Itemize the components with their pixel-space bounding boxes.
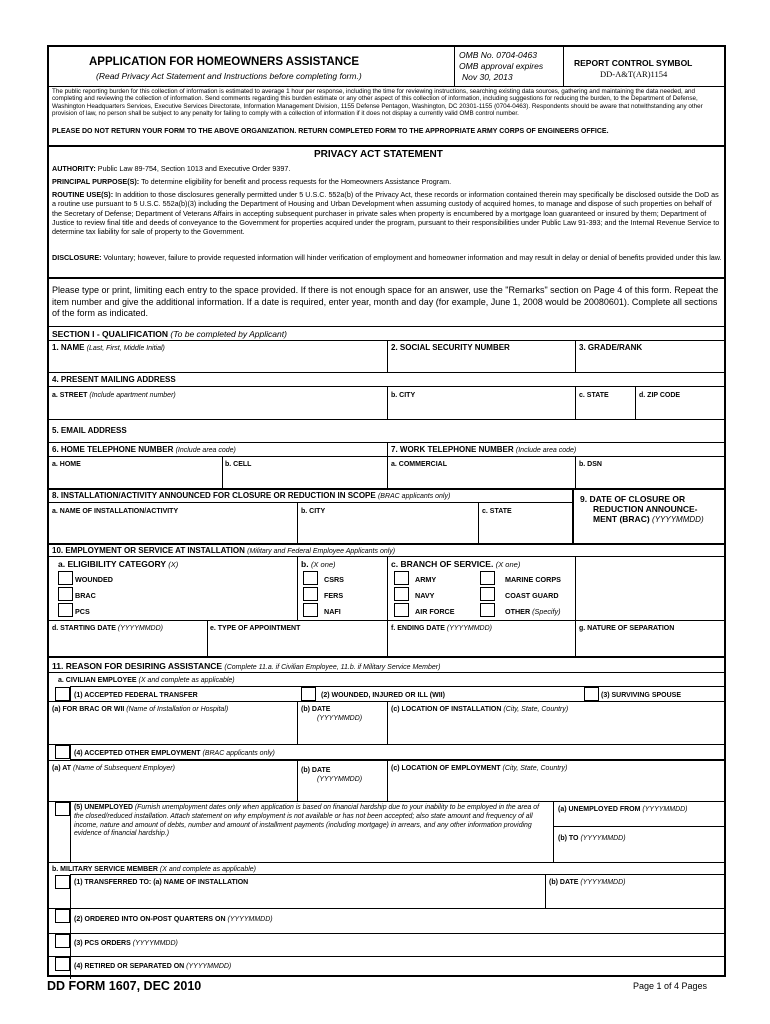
army-checkbox[interactable] xyxy=(394,571,409,585)
air-force-label: AIR FORCE xyxy=(415,607,455,616)
navy-checkbox[interactable] xyxy=(394,587,409,601)
home-label: a. HOME xyxy=(52,461,81,468)
transferred-date-label: (b) DATE (YYYYMMDD) xyxy=(549,879,626,886)
grade-rank-label: 3. GRADE/RANK xyxy=(579,343,643,352)
cell-label: b. CELL xyxy=(225,461,252,468)
nafi-checkbox[interactable] xyxy=(303,603,318,617)
eligibility-category-label: a. ELIGIBILITY CATEGORY (X) xyxy=(58,559,179,569)
federal-transfer-label: (1) ACCEPTED FEDERAL TRANSFER xyxy=(74,692,198,699)
burden-statement: The public reporting burden for this collection of information is estimated to average 1 hour per response, including the time for reviewing instructions, searching existing data sources, gathering and maintaining the data needed, and completing and reviewing the collection of information. Send comments regarding this burden estimate or any other aspect of this collection of information, including suggestions for reducing the burden, to the Department of Defense, Washington Headquarters Services, Executive Services Directorate, Information Management Division, 1155 Defense Pentagon, Washington, DC 20301-1155 (0704-0463). Respondents should be aware that notwithstanding any other provision of law, no person shall be subject to any penalty for failing to comply with a collection of information if it does not display a currently valid OMB control number. xyxy=(52,88,703,117)
state-label: c. STATE xyxy=(579,392,609,399)
surviving-spouse-label: (3) SURVIVING SPOUSE xyxy=(601,692,682,699)
form-page xyxy=(47,45,726,977)
unemployed-from-label: (a) UNEMPLOYED FROM (YYYYMMDD) xyxy=(558,806,688,813)
pcs-orders-label: (3) PCS ORDERS (YYYYMMDD) xyxy=(74,940,178,947)
appointment-type-label: e. TYPE OF APPOINTMENT xyxy=(210,625,301,632)
brac-checkbox[interactable] xyxy=(58,587,73,601)
on-post-quarters-label: (2) ORDERED INTO ON-POST QUARTERS ON (YYYYMMDD) xyxy=(74,916,273,923)
air-force-checkbox[interactable] xyxy=(394,603,409,617)
privacy-authority: AUTHORITY: Public Law 89-754, Section 1013 and Executive Order 9397. xyxy=(52,164,291,173)
marine-corps-label: MARINE CORPS xyxy=(505,575,561,584)
mailing-address-label: 4. PRESENT MAILING ADDRESS xyxy=(52,375,176,384)
transfer-date-label: (b) DATE xyxy=(301,706,331,713)
employment-date-label: (b) DATE xyxy=(301,767,331,774)
ssn-label: 2. SOCIAL SECURITY NUMBER xyxy=(391,343,510,352)
pcs-checkbox[interactable] xyxy=(58,603,73,617)
federal-transfer-checkbox[interactable] xyxy=(55,687,70,701)
transfer-date-format: (YYYYMMDD) xyxy=(317,715,363,722)
other-employment-checkbox[interactable] xyxy=(55,745,70,759)
unemployed-instructions: (5) UNEMPLOYED (Furnish unemployment dates only when application is based on financial hardship due to your inability to be employed in the area of the closed/reduced installation. Attach statement on why employment is not available or has not been accepted; also state amount and frequency of all income, nature and amount of debts, number and amount of installment payments (including mortgage) in arrears, and any other information providing evidence of financial hardship.) xyxy=(74,804,540,838)
pcs-label: PCS xyxy=(75,607,90,616)
form-number: DD FORM 1607, DEC 2010 xyxy=(47,979,202,993)
privacy-routine-use: ROUTINE USE(S): In addition to those disclosures generally permitted under 5 U.S.C. 552a(b) of the Privacy Act, these records or information contained therein may specifically be disclosed outside the DoD as a routine use pursuant to 5 U.S.C. 552a(b)(3) including the Department of Housing and Urban Development when assuming custody of acquired homes, to manage and dispose of such properties on behalf of the Secretary of Defense; Department of Veterans Affairs in accepting subsequent purchaser in private sales when property is encumbered by a mortgage loan guaranteed or insured by them; Department of Justice to review final title and deeds of conveyance to the Government for properties acquired under the program, pursuant to their responsibilities under Public Law 91-393; and the Internal Revenue Service to determine tax liability for sale of property to the Government. xyxy=(52,190,720,237)
reason-label: 11. REASON FOR DESIRING ASSISTANCE (Complete 11.a. if Civilian Employee, 11.b. if Military Service Member) xyxy=(52,661,441,671)
wii-label: (2) WOUNDED, INJURED OR ILL (WII) xyxy=(321,692,445,699)
omb-date: Nov 30, 2013 xyxy=(462,72,513,82)
commercial-label: a. COMMERCIAL xyxy=(391,461,447,468)
fers-checkbox[interactable] xyxy=(303,587,318,601)
privacy-purpose: PRINCIPAL PURPOSE(S): To determine eligibility for benefit and process requests for the Homeowners Assistance Program. xyxy=(52,177,452,186)
transferred-installation-label: (1) TRANSFERRED TO: (a) NAME OF INSTALLATION xyxy=(74,879,249,886)
closure-date-label-1: 9. DATE OF CLOSURE OR xyxy=(580,494,686,504)
omb-number: OMB No. 0704-0463 xyxy=(459,50,537,60)
branch-label: c. BRANCH OF SERVICE. (X one) xyxy=(391,559,521,569)
employment-location-label: (c) LOCATION OF EMPLOYMENT (City, State, Country) xyxy=(391,765,568,772)
wounded-checkbox[interactable] xyxy=(58,571,73,585)
city-field[interactable] xyxy=(388,387,575,419)
employment-type-label: b. (X one) xyxy=(301,559,336,569)
installation-city-label: b. CITY xyxy=(301,508,326,515)
name-label: 1. NAME (Last, First, Middle Initial) xyxy=(52,343,165,352)
brac-wii-installation-label: (a) FOR BRAC OR WII (Name of Installation or Hospital) xyxy=(52,706,229,713)
ending-date-label: f. ENDING DATE (YYYYMMDD) xyxy=(391,625,493,632)
brac-label: BRAC xyxy=(75,591,96,600)
unemployed-to-label: (b) TO (YYYYMMDD) xyxy=(558,835,626,842)
email-label: 5. EMAIL ADDRESS xyxy=(52,426,127,435)
dsn-label: b. DSN xyxy=(579,461,602,468)
email-field[interactable] xyxy=(49,420,726,442)
zip-label: d. ZIP CODE xyxy=(639,392,681,399)
installation-closure-label: 8. INSTALLATION/ACTIVITY ANNOUNCED FOR CLOSURE OR REDUCTION IN SCOPE (BRAC applicants only) xyxy=(52,491,451,500)
csrs-label: CSRS xyxy=(324,575,344,584)
privacy-disclosure: DISCLOSURE: Voluntary; however, failure to provide requested information will hinder verification of employment and homeowner information and may result in delay or denial of benefits provided under this law. xyxy=(52,253,722,262)
other-employment-label: (4) ACCEPTED OTHER EMPLOYMENT (BRAC applicants only) xyxy=(74,750,275,757)
street-label: a. STREET (Include apartment number) xyxy=(52,392,176,399)
pcs-orders-checkbox[interactable] xyxy=(55,934,70,948)
civilian-employee-label: a. CIVILIAN EMPLOYEE (X and complete as applicable) xyxy=(58,677,235,684)
form-subtitle: (Read Privacy Act Statement and Instructions before completing form.) xyxy=(96,71,362,81)
page-number: Page 1 of 4 Pages xyxy=(633,981,708,991)
unemployed-checkbox[interactable] xyxy=(55,802,70,816)
unemployed-to-field[interactable] xyxy=(554,827,726,862)
other-branch-label: OTHER (Specify) xyxy=(505,607,561,616)
installation-state-label: c. STATE xyxy=(482,508,512,515)
surviving-spouse-checkbox[interactable] xyxy=(584,687,599,701)
marine-corps-checkbox[interactable] xyxy=(480,571,495,585)
navy-label: NAVY xyxy=(415,591,435,600)
installation-name-label: a. NAME OF INSTALLATION/ACTIVITY xyxy=(52,508,179,515)
work-phone-label: 7. WORK TELEPHONE NUMBER (Include area code) xyxy=(391,445,577,454)
report-control-value: DD-A&T(AR)1154 xyxy=(600,69,668,79)
starting-date-label: d. STARTING DATE (YYYYMMDD) xyxy=(52,625,163,632)
return-warning: PLEASE DO NOT RETURN YOUR FORM TO THE ABOVE ORGANIZATION. RETURN COMPLETED FORM TO THE APPROPRIATE ARMY CORPS OF ENGINEERS OFFICE. xyxy=(52,128,609,135)
military-member-label: b. MILITARY SERVICE MEMBER (X and complete as applicable) xyxy=(52,866,256,873)
closure-date-label-3: MENT (BRAC) (YYYYMMDD) xyxy=(593,514,704,524)
on-post-quarters-checkbox[interactable] xyxy=(55,909,70,923)
army-label: ARMY xyxy=(415,575,437,584)
nafi-label: NAFI xyxy=(324,607,341,616)
home-phone-label: 6. HOME TELEPHONE NUMBER (Include area code) xyxy=(52,445,236,454)
retired-separated-label: (4) RETIRED OR SEPARATED ON (YYYYMMDD) xyxy=(74,963,232,970)
employment-date-format: (YYYYMMDD) xyxy=(317,776,363,783)
omb-approval: OMB approval expires xyxy=(459,61,544,71)
wounded-label: WOUNDED xyxy=(75,575,113,584)
other-branch-checkbox[interactable] xyxy=(480,603,495,617)
subsequent-employer-label: (a) AT (Name of Subsequent Employer) xyxy=(52,765,175,772)
coast-guard-label: COAST GUARD xyxy=(505,591,559,600)
employment-label: 10. EMPLOYMENT OR SERVICE AT INSTALLATION (Military and Federal Employee Applicants only) xyxy=(52,546,396,555)
fers-label: FERS xyxy=(324,591,344,600)
city-label: b. CITY xyxy=(391,392,416,399)
transferred-checkbox[interactable] xyxy=(55,875,70,889)
retired-separated-checkbox[interactable] xyxy=(55,957,70,971)
csrs-checkbox[interactable] xyxy=(303,571,318,585)
report-control-label: REPORT CONTROL SYMBOL xyxy=(574,58,693,68)
privacy-title: PRIVACY ACT STATEMENT xyxy=(314,149,443,160)
closure-date-label-2: REDUCTION ANNOUNCE- xyxy=(593,504,698,514)
form-title: APPLICATION FOR HOMEOWNERS ASSISTANCE xyxy=(89,56,360,68)
separation-nature-label: g. NATURE OF SEPARATION xyxy=(579,625,675,632)
instructions: Please type or print, limiting each entry to the space provided. If there is not enough space for an answer, use the "Remarks" section on Page 4 of this form. Repeat the item number and give the additional information. If a date is required, enter year, month and day (for example, June 1, 2008 would be 20080601). Complete all sections of the form as indicated. xyxy=(52,285,719,318)
section-1-title: SECTION I - QUALIFICATION (To be completed by Applicant) xyxy=(52,329,287,339)
coast-guard-checkbox[interactable] xyxy=(480,587,495,601)
installation-location-label: (c) LOCATION OF INSTALLATION (City, State, Country) xyxy=(391,706,569,713)
wii-checkbox[interactable] xyxy=(301,687,316,701)
